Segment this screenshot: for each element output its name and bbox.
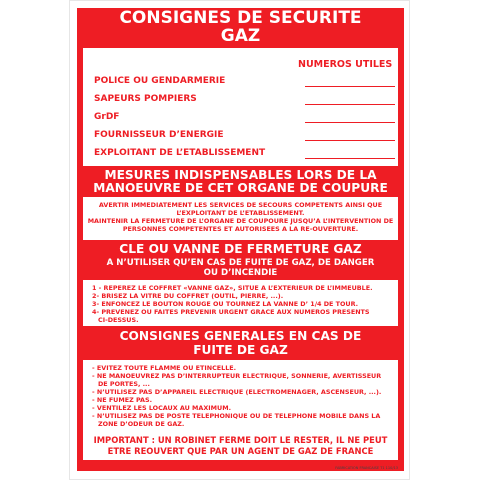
numeros-row-label: SAPEURS POMPIERS [94,94,197,104]
numeros-heading: NUMEROS UTILES [298,59,393,70]
numeros-write-line [305,122,395,123]
cle-step: 2- BRISEZ LA VITRE DU COFFRET (OUTIL, PIERRE, ...). [92,292,284,300]
generales-item: - EVITEZ TOUTE FLAMME OU ETINCELLE. [92,364,237,372]
numeros-row-label: POLICE OU GENDARMERIE [94,76,226,86]
cle-subheading-line: OU D’INCENDIE [203,268,278,278]
cle-step: 4- PREVENEZ OU FAITES PREVENIR URGENT GRACE AUX NUMEROS PRESENTS [92,308,370,316]
generales-panel [83,360,398,460]
generales-item: - NE MANOEUVREZ PAS D’INTERRUPTEUR ELECTRIQUE, SONNERIE, AVERTISSEUR [92,372,382,380]
mesures-panel [83,197,398,240]
numeros-panel [83,48,398,166]
mesures-heading-line: MANOEUVRE DE CET ORGANE DE COUPURE [93,181,388,195]
generales-item: - N’UTILISEZ PAS D’APPAREIL ELECTRIQUE (ELECTROMENAGER, ASCENSEUR, ...). [92,388,382,396]
numeros-write-line [305,104,395,105]
generales-item: ZONE D’ODEUR DE GAZ. [98,420,185,428]
numeros-row-label: GrDF [94,112,120,122]
numeros-row-label: FOURNISSEUR D’ENERGIE [94,130,224,140]
cle-step: 3- ENFONCEZ LE BOUTON ROUGE OU TOURNEZ LA VANNE D’ 1/4 DE TOUR. [92,300,359,308]
generales-heading-line: CONSIGNES GENERALES EN CAS DE [119,329,362,343]
important-notice [83,435,398,457]
generales-item: - VENTILEZ LES LOCAUX AU MAXIMUM. [92,404,232,412]
cle-subheading [77,258,404,278]
numeros-write-line [305,86,395,87]
cle-subheading-line: A N’UTILISER QU’EN CAS DE FUITE DE GAZ, DE DANGER [106,258,375,268]
sign-title [77,8,404,45]
generales-items [92,364,381,428]
mesures-heading [77,169,404,195]
manufacture-footer: FABRICATION FRANCAISE T1 110/13 [335,466,398,470]
mesures-text-line: L’EXPLOITANT DE L’ETABLISSEMENT. [176,209,305,217]
important-line: IMPORTANT : UN ROBINET FERME DOIT LE RESTER, IL NE PEUT [93,435,388,445]
generales-item: - N’UTILISEZ PAS DE POSTE TELEPHONIQUE OU DE TELEPHONE MOBILE DANS LA [92,412,381,420]
title-line-1: CONSIGNES DE SECURITE [119,8,362,28]
cle-step: 1 - REPEREZ LE COFFRET «VANNE GAZ», SITUE A L’EXTERIEUR DE L’IMMEUBLE. [92,284,373,292]
mesures-text-line: MAINTENIR LA FERMETURE DE L’ORGANE DE COUPOURE JUSQU’A L’INTERVENTION DE [87,217,394,225]
numeros-row [94,94,394,110]
generales-item: DE PORTES, ... [98,380,150,388]
mesures-text-line: AVERTIR IMMEDIATEMENT LES SERVICES DE SECOURS COMPETENTS AINSI QUE [98,201,383,209]
mesures-heading-line: MESURES INDISPENSABLES LORS DE LA [104,168,377,182]
numeros-row [94,130,394,146]
generales-heading-line: FUITE DE GAZ [193,343,288,357]
title-line-2: GAZ [220,26,261,46]
cle-panel [83,280,398,326]
important-line: ETRE REOUVERT QUE PAR UN AGENT DE GAZ DE FRANCE [107,446,374,456]
safety-sign [69,0,410,480]
mesures-text [83,201,398,233]
numeros-row [94,148,394,164]
generales-item: - NE FUMEZ PAS. [92,396,153,404]
numeros-row [94,76,394,92]
cle-step: CI-DESSUS. [98,316,139,324]
numeros-row [94,112,394,128]
cle-steps [92,284,373,324]
numeros-write-line [305,140,395,141]
generales-heading [77,329,404,357]
numeros-row-label: EXPLOITANT DE L’ETABLISSEMENT [94,148,266,158]
sign-red-background [77,8,404,471]
mesures-text-line: PERSONNES COMPETENTES ET AUTORISEES A LA RE-OUVERTURE. [122,225,359,233]
numeros-write-line [305,158,395,159]
cle-heading: CLE OU VANNE DE FERMETURE GAZ [119,242,362,256]
